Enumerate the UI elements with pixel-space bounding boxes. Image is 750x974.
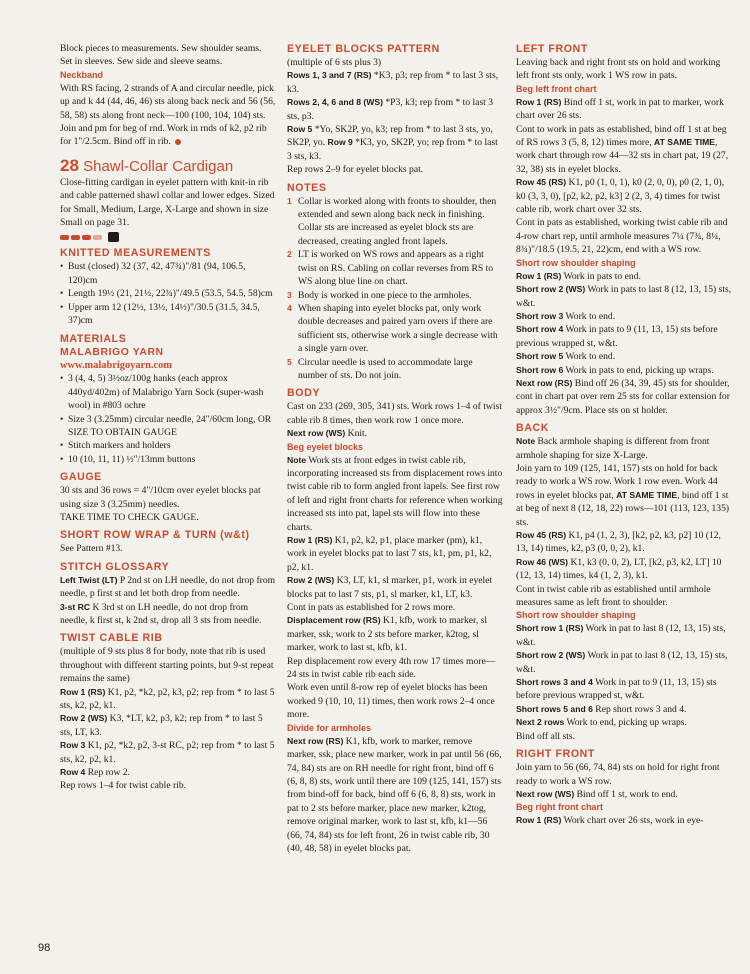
displacement-row: Displacement row (RS) K1, kfb, work to marker, sl marker, ssk, work to 2 sts before marker, k2tog, sl marker, work to last st, kfb, k1. — [287, 615, 488, 654]
glossary-3st-rc: 3-st RC K 3rd st on LH needle, do not drop from needle, k first st, k 2nd st, drop all 3 sts from needle. — [60, 601, 262, 626]
note-item: 1 Collar is worked along with fronts to shoulder, then extended and sewn along back neck in finishing. Collar sts are increased as eyelet block sts are decreased, creating angled front lapels. — [287, 195, 497, 247]
back-join: Join yarn to 109 (125, 141, 157) sts on hold for back ready to work a WS row. Work 1 row even. Work 44 rows in eyelet blocks pat, AT SAME TIME, bind off 1 st at beg of next 8 (12, 18, 22) rows—101 (113, 123, 135) sts. — [516, 462, 730, 528]
left-front-row-1: Row 1 (RS) Bind off 1 st, work in pat to marker, work chart over 26 sts. — [516, 96, 724, 122]
short-row-heading: SHORT ROW WRAP & TURN (w&t) — [60, 529, 250, 542]
work-even: Work even until 8-row rep of eyelet blocks has been worked 9 (10, 10, 11) times, then work rows 2–4 once more. — [287, 682, 495, 721]
shoulder-row-4: Short row 4 Work in pats to 9 (11, 13, 15) sts before previous wrapped st, w&t. — [516, 324, 718, 349]
twist-row-1: Row 1 (RS) K1, p2, *k2, p2, k3, p2; rep from * to last 5 sts, k2, p2, k1. — [60, 686, 275, 712]
shoulder-next-row: Next row (RS) Bind off 26 (34, 39, 45) sts for shoulder, cont in chart pat over rem 25 sts for collar extension for approx 3½"/9cm. Place sts on st holder. — [516, 377, 730, 416]
brand-website-link[interactable]: www.malabrigoyarn.com — [60, 359, 172, 371]
twist-row-3: Row 3 K1, p2, *k2, p2, 3-st RC, p2; rep from * to last 5 sts, k2, p2, k1. — [60, 740, 275, 765]
twist-cable-rib-heading: TWIST CABLE RIB — [60, 632, 163, 645]
back-short-row-2: Short row 2 (WS) Work in pat to last 8 (12, 13, 15) sts, w&t. — [516, 650, 728, 675]
left-front-continue-2: Cont in pats as established, working twist cable rib and 4-row chart rep, until armhole measures 7¼ (7¾, 8¼, 8¾)"/18.5 (19.5, 21, 22)cm, end with a WS row. — [516, 217, 728, 256]
back-short-row-1: Short row 1 (RS) Work in pat to last 8 (12, 13, 15) sts, w&t. — [516, 623, 726, 648]
shoulder-row-2: Short row 2 (WS) Work in pats to last 8 (12, 13, 15) sts, w&t. — [516, 284, 732, 309]
note-item: 2 LT is worked on WS rows and appears as a right twist on RS. Cabling on collar reverses from RS to WS along blue line on chart. — [287, 249, 494, 288]
skill-level-icon — [60, 232, 276, 242]
list-item: • Upper arm 12 (12½, 13½, 14½)"/30.5 (31.5, 34.5, 37)cm — [60, 301, 276, 328]
left-shoulder-heading: Short row shoulder shaping — [516, 257, 636, 268]
yarn-brand: MALABRIGO YARN — [60, 346, 164, 358]
list-item: • Size 3 (3.25mm) circular needle, 24"/60cm long, OR SIZE TO OBTAIN GAUGE — [60, 413, 276, 440]
neckband-heading: Neckband — [60, 69, 104, 80]
note-item: 3 Body is worked in one piece to the armholes. — [287, 289, 472, 301]
body-note: Note Work sts at front edges in twist cable rib, incorporating increased sts from displacement rows into twist cable rib to form angled front lapels. See first row of left and right front charts for reference when working increased sts into pat, lapel sts will flow into these charts. — [287, 454, 503, 533]
shoulder-row-5: Short row 5 Work to end. — [516, 351, 616, 363]
measurements-list — [60, 260, 276, 327]
stitch-glossary-heading: STITCH GLOSSARY — [60, 560, 170, 573]
left-front-intro: Leaving back and right front sts on hold and working left front sts only, work 1 WS row in pats. — [516, 57, 721, 82]
eyelet-rows-1-3-7: Rows 1, 3 and 7 (RS) *K3, p3; rep from * to last 3 sts, k3. — [287, 70, 499, 95]
back-row-45: Row 45 (RS) K1, p4 (1, 2, 3), [k2, p2, k3, p2] 10 (12, 13, 14) times, k2, p3 (0, 0, 2), k1. — [516, 530, 721, 555]
eyelet-intro: (multiple of 6 sts plus 3) — [287, 57, 382, 68]
list-item: • Length 19½ (21, 21½, 22¾)"/49.5 (53.5, 54.5, 58)cm — [60, 287, 276, 300]
body-row-1: Row 1 (RS) K1, p2, k2, p1, place marker (pm), k1, work in eyelet blocks pat to last 7 sts, k1, pm, p1, k2, p2, k1. — [287, 535, 492, 573]
column-3 — [516, 42, 734, 828]
back-short-rows-3-4: Short rows 3 and 4 Work in pat to 9 (11, 13, 15) sts before previous wrapped st, w&t. — [516, 677, 717, 702]
notes-heading: NOTES — [287, 181, 327, 194]
column-1 — [60, 42, 276, 793]
yarn-weight-icon — [108, 232, 119, 242]
back-heading: BACK — [516, 422, 550, 435]
twist-row-4: Row 4 Rep row 2. — [60, 767, 131, 779]
eyelet-repeat: Rep rows 2–9 for eyelet blocks pat. — [287, 164, 424, 176]
left-front-continue: Cont to work in pats as established, bind off 1 st at beg of RS rows 3 (5, 8, 12) times more, AT SAME TIME, work chart through row 44—32 sts in chart pat, 19 (27, 32, 38) sts in eyelet blocks. — [516, 123, 729, 175]
left-front-chart-heading: Beg left front chart — [516, 83, 597, 94]
back-shoulder-heading: Short row shoulder shaping — [516, 610, 636, 621]
list-item: • Bust (closed) 32 (37, 42, 47¾)"/81 (94, 106.5, 120)cm — [60, 260, 276, 287]
right-front-heading: RIGHT FRONT — [516, 748, 595, 761]
materials-heading: MATERIALS — [60, 332, 127, 345]
column-2 — [287, 42, 503, 855]
twist-row-2: Row 2 (WS) K3, *LT, k2, p3, k2; rep from * to last 5 sts, LT, k3. — [60, 713, 263, 738]
pattern-description: Close-fitting cardigan in eyelet pattern with knit-in rib and cable patterned shawl collar and lower edges. Sized for Small, Medium, Large, X-Large and shown in size Small on page 31. — [60, 176, 275, 229]
shoulder-row-6: Short row 6 Work in pats to end, picking up wraps. — [516, 364, 714, 376]
right-front-chart-heading: Beg right front chart — [516, 802, 603, 813]
pattern-number: 28 — [60, 155, 79, 175]
twist-repeat: Rep rows 1–4 for twist cable rib. — [60, 780, 187, 792]
back-continue: Cont in twist cable rib as established until armhole measures same as left front to shoulder. — [516, 583, 711, 609]
knitted-measurements-heading: KNITTED MEASUREMENTS — [60, 247, 211, 260]
divide-row: Next row (RS) K1, kfb, work to marker, remove marker, ssk, place new marker, work in pat until 56 (66, 74, 84) sts are on RH needle for right front, bind off 6 (6, 8, 8) sts, work until there are 109 (125, 141, 157) sts from bind-off for back, bind off 6 (6, 8, 8) sts, work in pat to 2 sts before marker, place new marker, k2tog, remove original marker, work to last st, kfb, k1—56 (66, 74, 84) sts for left front, 26 in twist cable rib, 30 (40, 48, 58) in eyelet blocks pat. — [287, 735, 502, 854]
right-front-row-1: Row 1 (RS) Work chart over 26 sts, work in eye- — [516, 815, 704, 827]
back-row-46: Row 46 (WS) K1, k3 (0, 0, 2), LT, [k2, p3, k2, LT] 10 (12, 13, 14) times, k4 (1, 2, 3), k1. — [516, 556, 722, 582]
pattern-title — [60, 157, 276, 176]
end-bullet-icon — [175, 139, 181, 145]
eyelet-rows-2-4-6-8: Rows 2, 4, 6 and 8 (WS) *P3, k3; rep from * to last 3 sts, p3. — [287, 97, 494, 122]
pattern-name: Shawl-Collar Cardigan — [83, 157, 234, 175]
divide-armholes-heading: Divide for armholes — [287, 722, 372, 733]
twist-cable-intro: (multiple of 9 sts plus 8 for body, note that rib is used throughout with different starting points, but 9-st repeat remains the same) — [60, 646, 274, 685]
body-heading: BODY — [287, 387, 321, 400]
page-number: 98 — [38, 942, 51, 954]
right-front-join: Join yarn to 56 (66, 74, 84) sts on hold for right front ready to work a WS row. — [516, 762, 720, 787]
note-item: 4 When shaping into eyelet blocks pat, only work double decreases and paired yarn overs if there are sufficient sts, otherwise work a single decrease with a single yarn over. — [287, 302, 498, 355]
right-front-next-row: Next row (WS) Bind off 1 st, work to end. — [516, 788, 678, 800]
left-front-row-45: Row 45 (RS) K1, p0 (1, 0, 1), k0 (2, 0, 0), p0 (2, 1, 0), k0 (3, 3, 0), [p2, k2, p2, k3] 2 (2, 3, 4) times for twist cable rib, work chart over 32 sts. — [516, 177, 725, 216]
glossary-left-twist: Left Twist (LT) P 2nd st on LH needle, do not drop from needle, p first st and let both drop from needle. — [60, 574, 276, 600]
back-next-2-rows: Next 2 rows Work to end, picking up wraps. — [516, 717, 687, 729]
list-item: • Stitch markers and holders — [60, 439, 276, 452]
materials-list — [60, 372, 276, 466]
gauge-heading: GAUGE — [60, 471, 102, 484]
displacement-repeat: Rep displacement row every 4th row 17 times more—24 sts in twist cable rib each side. — [287, 655, 496, 681]
note-item: 5 Circular needle is used to accommodate large number of sts. Do not join. — [287, 356, 473, 381]
finishing-text: Block pieces to measurements. Sew shoulder seams. Set in sleeves. Sew side and sleeve seams. — [60, 43, 262, 68]
short-row-text: See Pattern #13. — [60, 543, 123, 555]
body-cast-on: Cast on 233 (269, 305, 341) sts. Work rows 1–4 of twist cable rib 8 times, then work row 1 once more. — [287, 401, 502, 426]
body-next-row: Next row (WS) Knit. — [287, 428, 368, 440]
list-item: • 10 (10, 11, 11) ½"/13mm buttons — [60, 453, 276, 466]
beg-eyelet-heading: Beg eyelet blocks — [287, 441, 364, 452]
body-row-2: Row 2 (WS) K3, LT, k1, sl marker, p1, work in eyelet blocks pat to last 7 sts, p1, sl marker, k1, LT, k3. — [287, 575, 493, 600]
back-bind-off: Bind off all sts. — [516, 730, 575, 742]
body-continue: Cont in pats as established for 2 rows more. — [287, 602, 456, 614]
neckband-text: With RS facing, 2 strands of A and circular needle, pick up and k 44 (44, 46, 46) sts along back neck and 56 (56, 58, 58) sts along front neck—100 (100, 104, 104) sts. Join and pm for beg of rnd. Work in rnds of k2, p2 rib for 1"/2.5cm. Bind off in rib. — [60, 82, 276, 148]
list-item: • 3 (4, 4, 5) 3½oz/100g hanks (each approx 440yd/402m) of Malabrigo Yarn Sock (super-wash wool) in #803 ochre — [60, 372, 276, 412]
shoulder-row-1: Row 1 (RS) Work in pats to end. — [516, 270, 641, 282]
back-short-rows-5-6: Short rows 5 and 6 Rep short rows 3 and 4. — [516, 703, 687, 715]
eyelet-blocks-heading: EYELET BLOCKS PATTERN — [287, 43, 440, 55]
back-note: Note Back armhole shaping is different from front armhole shaping for size X-Large. — [516, 436, 710, 461]
eyelet-rows-5-9: Row 5 *Yo, SK2P, yo, k3; rep from * to last 3 sts, yo, SK2P, yo. Row 9 *K3, yo, SK2P, yo; rep from * to last 3 sts, k3. — [287, 124, 498, 162]
gauge-text: 30 sts and 36 rows = 4"/10cm over eyelet blocks pat using size 3 (3.25mm) needles. — [60, 485, 261, 510]
gauge-note: TAKE TIME TO CHECK GAUGE. — [60, 511, 199, 523]
left-front-heading: LEFT FRONT — [516, 43, 588, 55]
shoulder-row-3: Short row 3 Work to end. — [516, 310, 616, 322]
